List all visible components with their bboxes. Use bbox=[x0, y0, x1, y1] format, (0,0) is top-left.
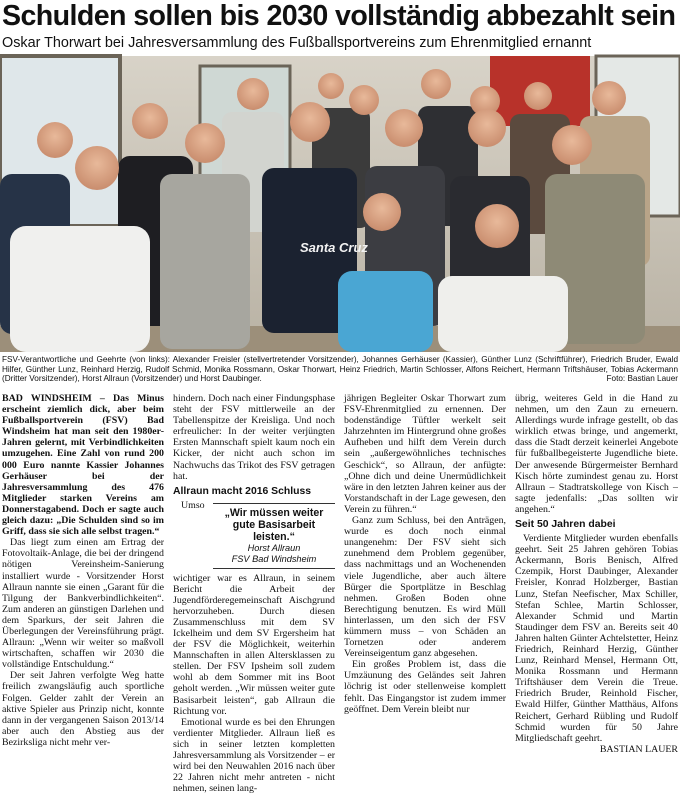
quote-author: Horst Allraun bbox=[247, 543, 301, 554]
photo-caption bbox=[2, 355, 678, 384]
paragraph: übrig, weiteres Geld in die Hand zu nehmen, um den Zaun zu erneuern. Allerdings wurde infrage gestellt, ob das wirklich etwas bringe, und angemerkt, dass die Stadt derzeit keinerlei Angebote für fußballbegeisterte Jugendliche biete. Der anwesende Bürgermeister Bernhard Kisch hörte zumindest genau zu. Horst Allraun – Stadtratskollege von Kisch – sagte jedenfalls: „Das sollten wir angehen.“ bbox=[515, 393, 678, 515]
paragraph: Ganz zum Schluss, bei den Anträgen, wurde es doch noch einmal unangenehm: Der FSV sieht sich zunehmend dem Problem gegenüber, dass nachmittags und an Wochenenden viele Jugendliche, aber auch ältere Bürger die Sportplätze in Beschlag nehmen. Großen Boden ohne Berechtigung benutzen. Es wird Müll hinterlassen, um den sich der FSV kümmern muss – von Schäden an Tornetzen oder anderem Vereinseigentum ganz abgesehen. bbox=[344, 515, 506, 660]
paragraph: jährigen Begleiter Oskar Thorwart zum FSV-Ehrenmitglied zu ernennen. Der bodenständige Tüftler werkelt seit Jahrzehnten im Hintergrund ohne großes Aufheben und hilft dem Verein durch sein „außergewöhnliches technisches Geschick“, so Allraun, der anfügte: „Ohne dich und deine Unermüdlichkeit wäre in den letzten Jahren keiner aus der Vorstandschaft in der Lage gewesen, den Verein zu führen.“ bbox=[344, 393, 506, 515]
section-heading: Allraun macht 2016 Schluss bbox=[173, 485, 312, 497]
section-heading: Seit 50 Jahren dabei bbox=[515, 519, 616, 531]
column-3 bbox=[344, 393, 506, 715]
column-4 bbox=[515, 393, 678, 755]
paragraph: Das liegt zum einen am Ertrag der Fotovoltaik-Anlage, die bei der dringend nötigen Vereinsheim-Sanierung installiert wurde - Vorsitzender Horst Allraun nannte sie einen „Garant für die Tilgung der Bankverbindlichkeiten“. Zum anderen an günstigen Darlehen und dem Sparkurs, der seit Jahren die Überlegungen der Vereinsführung prägt. Allraun: „Wenn wir weiter so maßvoll wirtschaften, schaffen wir 2030 die vollständige Entschuldung.“ bbox=[2, 537, 164, 671]
paragraph: Umso wichtiger war es Allraun, in seinem Bericht die Arbeit der Jugendförderegemeinschaft Aischgrund hervorzuheben. Durch diesen Zusammenschluss mit dem SV Ickelheim und dem SV Ergersheim hat der FSV die Möglichkeit, weiterhin Mannschaften in allen Altersklassen zu stellen. Der FSV Ipsheim soll zudem wohl ab dem Sommer mit ins Boot geholt werden. „Wir müssen weiter gute Basisarbeit leisten“, gab Allraun die Richtung vor. bbox=[173, 499, 335, 717]
pull-quote bbox=[213, 503, 335, 569]
author-line bbox=[515, 744, 678, 755]
paragraph: Verdiente Mitglieder wurden ebenfalls geehrt. Seit 25 Jahren gehören Tobias Ackermann, Boris Benisch, Alfred Czempik, Horst Daubinger, Alexander Freisler, Konrad Holzberger, Bastian Lunz, Stefan Neefischer, Max Schiller, Stefan Schlee, Martin Schlosser, Alexander Schmid und Martin Staudinger dem FSV an. Bereits seit 40 Jahren halten Günter Achtelstetter, Heinz Friedrich, Reinhard Herzig, Günther Lunz, Reinhard Mensel, Hermann Ott, Monika Rossmann und Hermann Triftshäuser dem Verein die Treue. Friedrich Bruder, Reinhold Fischer, Ewald Hilfer, Günther Matthäus, Alfons Reichert, Gerhard Rübling und Rudolf Schmid wurden für 50 Jahre Mitgliedschaft geehrt. bbox=[515, 533, 678, 744]
paragraph: hindern. Doch nach einer Findungsphase steht der FSV mittlerweile an der Tabellenspitze der Kreisliga. Und noch erfreulicher: In der weiter verjüngten Ersten Mannschaft spielt kaum noch ein Kicker, der nicht auch schon im Nachwuchs das Trikot des FSV getragen hat. bbox=[173, 393, 335, 482]
headline: Schulden sollen bis 2030 vollständig abbezahlt sein bbox=[2, 0, 676, 32]
author-name: BASTIAN LAUER bbox=[599, 743, 678, 755]
svg-text:Santa Cruz: Santa Cruz bbox=[300, 240, 368, 255]
caption-text: FSV-Verantwortliche und Geehrte (von links): Alexander Freisler (stellvertretender Vorsitzender), Johannes Gerhäuser (Kassier), Günther Lunz (Schriftführer), Friedrich Bruder, Ewald Hilfer, Günther Lunz, Reinhard Herzig, Rudolf Schmid, Monika Rossmann, Oskar Thorwart, Heinz Friedrich, Martin Schlosser, Alfons Reichert, Hermann Triftshäuser, Tobias Ackermann (Dritter Vorsitzender), Horst Allraun (Vorsitzender) und Horst Daubinger. bbox=[2, 355, 678, 384]
column-1 bbox=[2, 393, 164, 748]
quote-text: „Wir müssen weiter gute Basisarbeit leisten.“ bbox=[224, 506, 324, 544]
paragraph: Ein großes Problem ist, dass die Umzäunung des Geländes seit Jahren löchrig ist oder stellenweise komplett fehlt. Das Eingangstor ist zudem immer geöffnet. Dem Verein bleibt nur bbox=[344, 659, 506, 715]
subheadline: Oskar Thorwart bei Jahresversammlung des Fußballsportvereins zum Ehrenmitglied ernannt bbox=[2, 35, 592, 51]
paragraph: Der seit Jahren verfolgte Weg hatte freilich zwangsläufig auch sportliche Folgen. Gelder zahlt der Verein an aktive Spieler aus Prinzip nicht, konnte dann in der vergangenen Saison 2013/14 aber auch den Abstieg aus der Bezirksliga nicht mehr ver- bbox=[2, 670, 164, 748]
quote-role: FSV Bad Windsheim bbox=[231, 553, 317, 564]
column-2 bbox=[173, 393, 335, 794]
group-photo bbox=[0, 56, 680, 352]
lead-paragraph: BAD WINDSHEIM – Das Minus erscheint ziemlich dick, aber beim Fußballsportverein (FSV) Bad Windsheim hat man seit den 1980er-Jahren gelernt, mit Verbindlichkeiten umzugehen. Eine Zahl von rund 200 000 Euro nannte Kassier Johannes Gerhäuser bei der Jahresversammlung des 476 Mitglieder starken Vereins am Donnerstagabend. Doch er sagte auch gleich dazu: „Die Schulden sind so im Griff, dass sie sich alle selbst tragen.“ bbox=[2, 393, 164, 538]
photo-credit: Foto: Bastian Lauer bbox=[606, 374, 678, 384]
paragraph: Emotional wurde es bei den Ehrungen verdienter Mitglieder. Allraun ließ es sich in seiner letzten kompletten Jahresversammlung als Vorsitzender – er wird bei den Neuwahlen 2016 nach über 22 Jahren nicht mehr antreten - nicht nehmen, seinen lang- bbox=[173, 716, 335, 794]
